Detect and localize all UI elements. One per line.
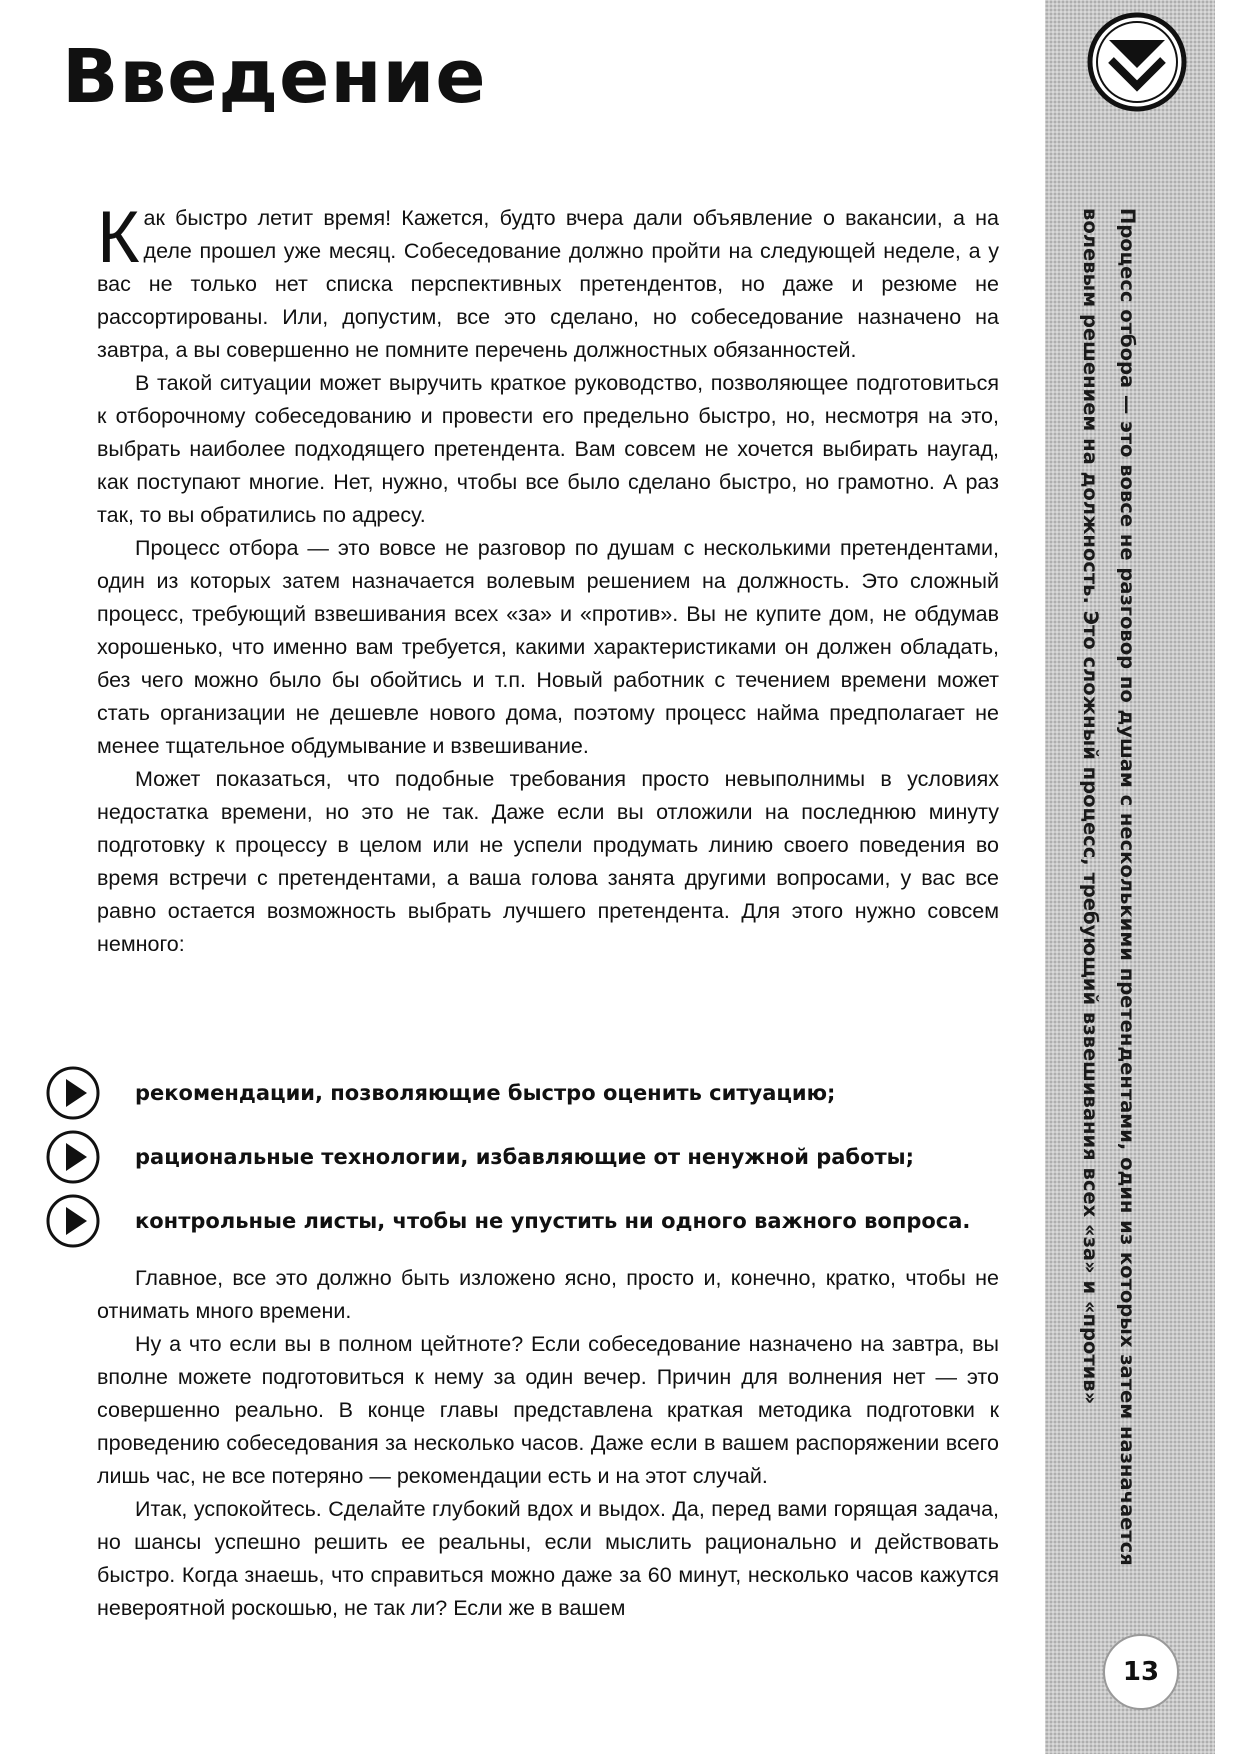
play-circle-icon — [45, 1065, 101, 1121]
bullet-item — [45, 1189, 1005, 1253]
sidebar-quote: Процесс отбора — это вовсе не разговор по душам с несколькими претендентами, один из которых затем назначается волевым решением на должность. Это сложный процесс, требующий взвешивания всех «за» и «против» — [1079, 208, 1139, 1566]
play-circle-icon — [45, 1129, 101, 1185]
play-circle-icon — [45, 1193, 101, 1249]
paragraph-2: В такой ситуации может выручить краткое руководство, позволяющее подготовиться к отборочному собеседованию и провести его предельно быстро, но, несмотря на это, выбрать наиболее подходящего претендента. Вам совсем не хочется выбирать наугад, как поступают многие. Нет, нужно, чтобы все было сделано быстро, но грамотно. А раз так, то вы обратились по адресу. — [97, 371, 999, 527]
page-title: Введение — [62, 34, 487, 120]
paragraph-4: Может показаться, что подобные требования просто невыполнимы в условиях недостатка времени, но это не так. Даже если вы отложили на последнюю минуту подготовку к процессу в целом или не успели продумать линию своего поведения во время встречи с претендентами, а ваша голова занята другими вопросами, у вас все равно остается возможность выбрать лучшего претендента. Для этого нужно совсем немного: — [97, 767, 999, 956]
bullet-item — [45, 1125, 1005, 1189]
bullet-list — [45, 1061, 1005, 1253]
paragraph-3: Процесс отбора — это вовсе не разговор по душам с несколькими претендентами, один из которых затем назначается волевым решением на должность. Это сложный процесс, требующий взвешивания всех «за» и «против». Вы не купите дом, не обдумав хорошенько, что именно вам требуется, какими характеристиками он должен обладать, без чего можно было бы обойтись и т.п. Новый работник с течением времени может стать организации не дешевле нового дома, поэтому процесс найма предполагает не менее тщательное обдумывание и взвешивание. — [97, 536, 999, 758]
bullet-text: рациональные технологии, избавляющие от ненужной работы; — [135, 1145, 915, 1169]
double-chevron-down-icon — [1085, 10, 1189, 114]
closing-text — [97, 1262, 999, 1625]
intro-text — [97, 197, 999, 961]
paragraph-7: Итак, успокойтесь. Сделайте глубокий вдох и выдох. Да, перед вами горящая задача, но шансы успешно решить ее реальны, если мыслить рационально и действовать быстро. Когда знаешь, что справиться можно даже за 60 минут, несколько часов кажутся невероятной роскошью, не так ли? Если же в вашем — [97, 1497, 999, 1620]
paragraph-1: Как быстро летит время! Кажется, будто вчера дали объявление о вакансии, а на деле прошел уже месяц. Собеседование должно пройти на следующей неделе, а у вас не только нет списка перспективных претендентов, но даже и резюме не рассортированы. Или, допустим, все это сделано, но собеседование назначено на завтра, а вы совершенно не помните перечень должностных обязанностей. — [97, 197, 999, 362]
drop-cap: К — [97, 197, 140, 278]
paragraph-6: Ну а что если вы в полном цейтноте? Если собеседование назначено на завтра, вы вполне можете подготовиться к нему за один вечер. Причин для волнения нет — это совершенно реально. В конце главы представлена краткая методика подготовки к проведению собеседования за несколько часов. Даже если в вашем распоряжении всего лишь час, не все потеряно — рекомендации есть и на этот случай. — [97, 1332, 999, 1488]
paragraph-5: Главное, все это должно быть изложено ясно, просто и, конечно, кратко, чтобы не отнимать много времени. — [97, 1266, 999, 1323]
bullet-text: контрольные листы, чтобы не упустить ни одного важного вопроса. — [135, 1209, 971, 1233]
sidebar — [1045, 0, 1215, 1754]
page-number: 13 — [1103, 1634, 1179, 1710]
bullet-item — [45, 1061, 1005, 1125]
bullet-text: рекомендации, позволяющие быстро оценить ситуацию; — [135, 1081, 836, 1105]
